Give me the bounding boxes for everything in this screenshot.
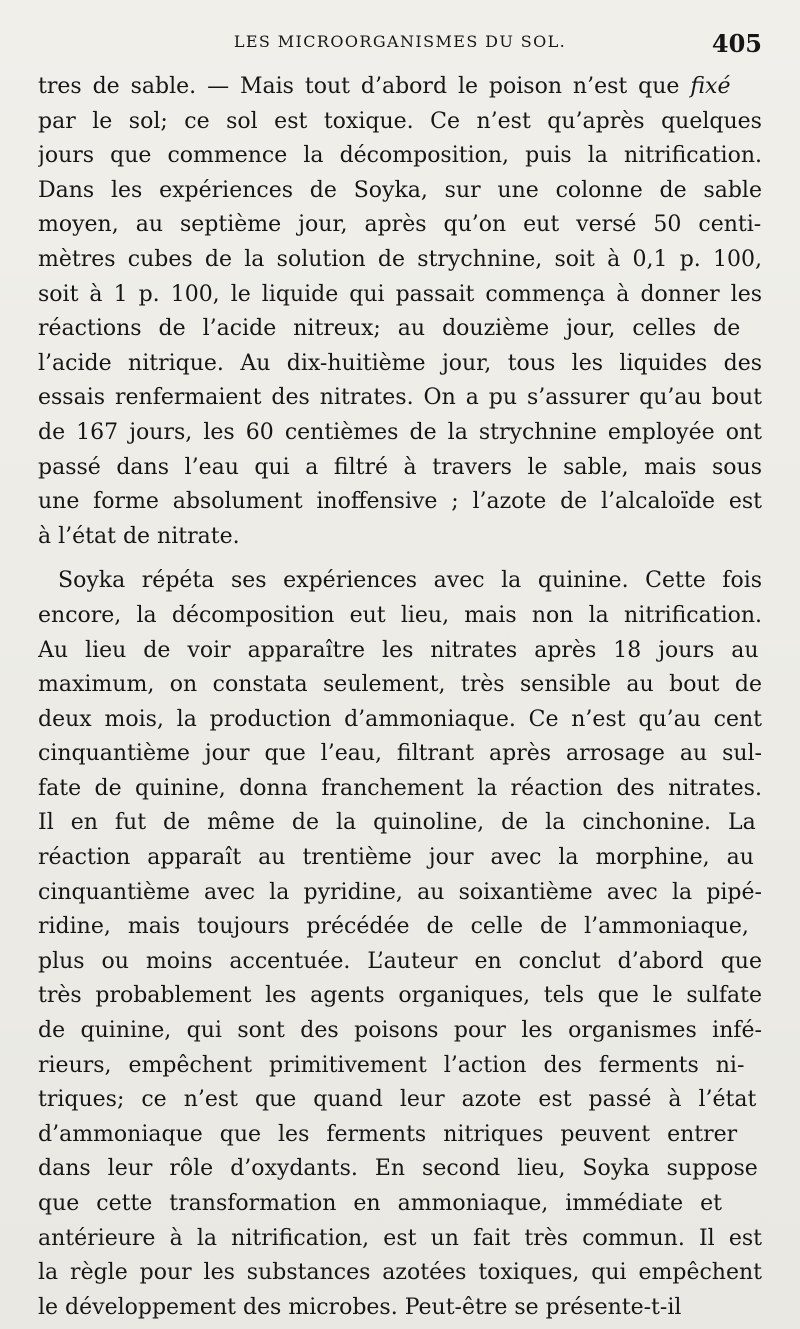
- text-line: Soyka répéta ses expériences avec la quinine. Cette fois: [58, 568, 762, 594]
- paragraph-gap: [38, 554, 762, 564]
- text-line: d’ammoniaque que les ferments nitriques peuvent entrer: [38, 1121, 738, 1147]
- text-line: dans leur rôle d’oxydants. En second lieu, Soyka suppose: [38, 1156, 758, 1182]
- text-line: très probablement les agents organiques, tels que le sulfate: [38, 983, 762, 1009]
- text-line: encore, la décomposition eut lieu, mais non la nitrification.: [38, 602, 762, 628]
- text-line: l’acide nitrique. Au dix-huitième jour, tous les liquides des: [38, 350, 762, 376]
- text-line: par le sol; ce sol est toxique. Ce n’est qu’après quelques: [38, 108, 762, 134]
- text-line: antérieure à la nitrification, est un fait très commun. Il est: [38, 1225, 762, 1251]
- body-text: [38, 70, 762, 1320]
- text-line: tres de sable. — Mais tout d’abord le poison n’est que fixé: [38, 74, 731, 99]
- text-line: Dans les expériences de Soyka, sur une colonne de sable: [38, 177, 762, 203]
- text-line: rieurs, empêchent primitivement l’action des ferments ni-: [38, 1052, 745, 1078]
- text-line: de quinine, qui sont des poisons pour les organismes infé-: [38, 1018, 762, 1044]
- text-line: triques; ce n’est que quand leur azote est passé à l’état: [38, 1087, 757, 1113]
- text-line: cinquantième jour que l’eau, filtrant après arrosage au sul-: [38, 741, 762, 767]
- text-line: une forme absolument inoffensive ; l’azote de l’alcaloïde est: [38, 489, 762, 515]
- page-number: 405: [711, 29, 762, 58]
- text-line: réactions de l’acide nitreux; au douzième jour, celles de: [38, 316, 741, 342]
- paragraph-1: [38, 70, 762, 554]
- text-line: deux mois, la production d’ammoniaque. Ce n’est qu’au cent: [38, 706, 762, 732]
- text-line: essais renfermaient des nitrates. On a pu s’assurer qu’au bout: [38, 385, 762, 411]
- italic-word: fixé: [690, 74, 731, 99]
- text-line: soit à 1 p. 100, le liquide qui passait commença à donner les: [38, 281, 762, 307]
- text-line: passé dans l’eau qui a filtré à travers le sable, mais sous: [38, 454, 762, 480]
- text-line: le développement des microbes. Peut-être se présente-t-il: [38, 1294, 682, 1320]
- text-line: Au lieu de voir apparaître les nitrates après 18 jours au: [38, 637, 759, 663]
- text-line: moyen, au septième jour, après qu’on eut versé 50 centi-: [38, 212, 762, 238]
- page-header: [38, 29, 762, 64]
- text-line: jours que commence la décomposition, puis la nitrification.: [38, 143, 762, 169]
- text-line: réaction apparaît au trentième jour avec la morphine, au: [38, 845, 754, 871]
- text-line: Il en fut de même de la quinoline, de la cinchonine. La: [38, 810, 756, 836]
- text-line: que cette transformation en ammoniaque, immédiate et: [38, 1191, 722, 1216]
- text-line: à l’état de nitrate.: [38, 523, 240, 549]
- text-line: mètres cubes de la solution de strychnine, soit à 0,1 p. 100,: [38, 246, 762, 272]
- text-line: fate de quinine, donna franchement la réaction des nitrates.: [38, 775, 762, 801]
- text-line: cinquantième avec la pyridine, au soixantième avec la pipé-: [38, 879, 762, 905]
- text-line: ridine, mais toujours précédée de celle de l’ammoniaque,: [38, 914, 749, 940]
- text-line: de 167 jours, les 60 centièmes de la strychnine employée ont: [38, 419, 762, 445]
- text-line: plus ou moins accentuée. L’auteur en conclut d’abord que: [38, 948, 762, 974]
- paragraph-2: [38, 564, 762, 1325]
- running-head: LES MICROORGANISMES DU SOL.: [233, 32, 567, 51]
- text-line: maximum, on constata seulement, très sensible au bout de: [38, 672, 762, 698]
- text-line: la règle pour les substances azotées toxiques, qui empêchent: [38, 1260, 762, 1286]
